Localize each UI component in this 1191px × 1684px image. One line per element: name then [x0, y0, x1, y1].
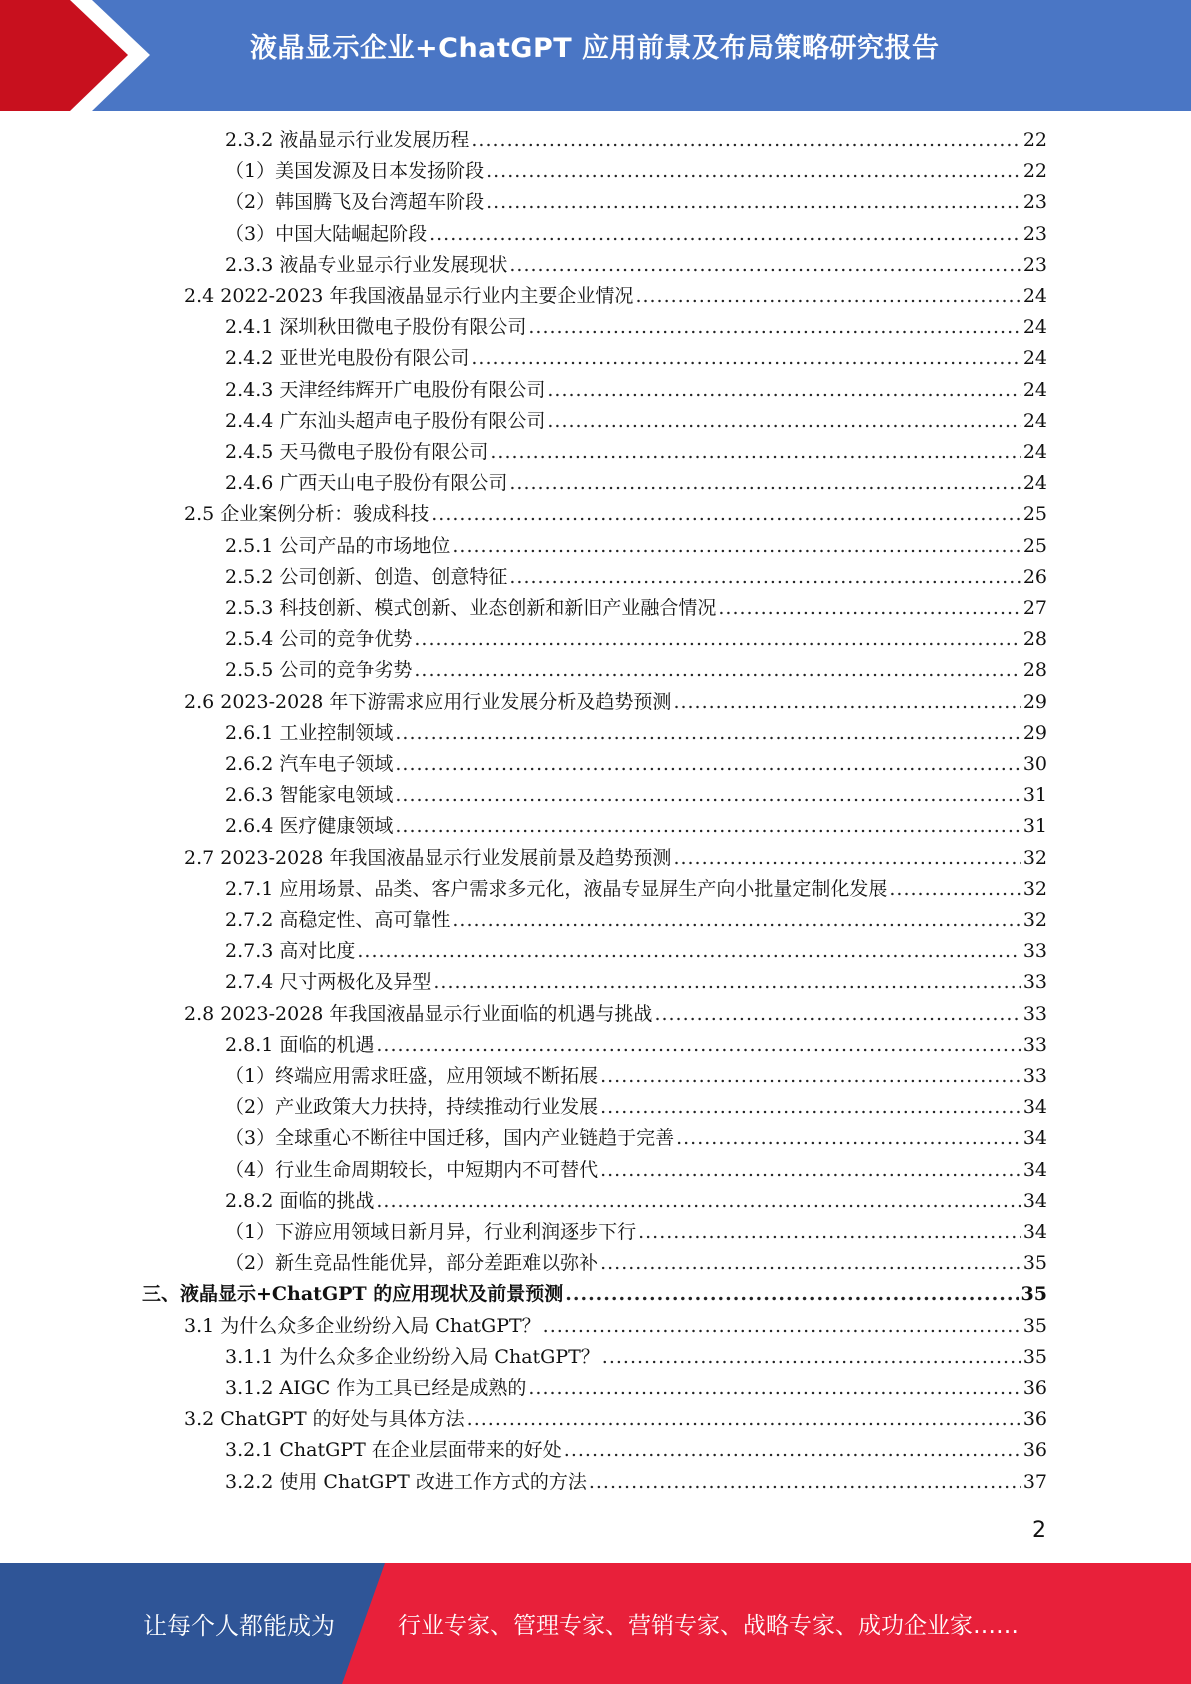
toc-entry-title: 2.4.2 亚世光电股份有限公司	[225, 347, 470, 370]
report-title: 液晶显示企业+ChatGPT 应用前景及布局策略研究报告	[250, 33, 940, 64]
toc-entry[interactable]	[225, 751, 1047, 777]
toc-entry-page: 33	[1022, 940, 1047, 963]
toc-entry[interactable]	[225, 345, 1047, 371]
toc-entry-page: 34	[1022, 1127, 1047, 1150]
toc-leader-dots	[654, 1001, 1020, 1027]
toc-entry-title: 2.7.4 尺寸两极化及异型	[225, 971, 432, 994]
toc-entry[interactable]	[225, 408, 1047, 434]
toc-entry-title: 2.6.1 工业控制领域	[225, 721, 394, 744]
toc-entry-page: 29	[1022, 690, 1047, 713]
toc-entry-title: 2.6.4 医疗健康领域	[225, 815, 394, 838]
toc-entry-page: 24	[1022, 378, 1047, 401]
toc-entry[interactable]	[225, 657, 1047, 683]
toc-leader-dots	[673, 845, 1020, 871]
toc-entry[interactable]	[184, 1001, 1047, 1027]
toc-leader-dots	[638, 1219, 1021, 1245]
toc-entry-page: 35	[1022, 1252, 1047, 1275]
toc-entry[interactable]	[225, 876, 1047, 902]
toc-entry-title: 2.6.2 汽车电子领域	[225, 753, 394, 775]
toc-entry[interactable]	[225, 189, 1047, 215]
toc-entry[interactable]	[225, 813, 1047, 839]
toc-leader-dots	[433, 969, 1020, 995]
toc-entry-page: 33	[1022, 1033, 1047, 1056]
toc-entry-title: 2.3.3 液晶专业显示行业发展现状	[225, 253, 508, 276]
toc-leader-dots	[673, 689, 1020, 715]
toc-entry[interactable]	[225, 782, 1047, 808]
toc-entry-page: 35	[1020, 1283, 1047, 1306]
toc-leader-dots	[395, 720, 1020, 746]
toc-entry-title: （2）产业政策大力扶持，持续推动行业发展	[225, 1096, 599, 1119]
toc-entry-title: 2.7 2023-2028 年我国液晶显示行业发展前景及趋势预测	[184, 846, 672, 869]
toc-entry-page: 34	[1022, 1189, 1047, 1212]
toc-leader-dots	[509, 470, 1020, 496]
toc-entry[interactable]	[184, 501, 1047, 527]
toc-entry-page: 32	[1022, 877, 1047, 900]
toc-leader-dots	[528, 314, 1020, 340]
toc-entry-title: 2.4.4 广东汕头超声电子股份有限公司	[225, 409, 546, 432]
toc-entry-title: （2）韩国腾飞及台湾超车阶段	[225, 191, 485, 214]
footer-slogan-right: 行业专家、管理专家、营销专家、战略专家、成功企业家……	[398, 1613, 1019, 1639]
toc-entry-page: 24	[1022, 441, 1047, 463]
toc-leader-dots	[414, 657, 1020, 683]
toc-entry-title: 3.1 为什么众多企业纷纷入局 ChatGPT？	[184, 1314, 541, 1337]
toc-entry[interactable]	[184, 1406, 1047, 1432]
toc-leader-dots	[414, 626, 1020, 652]
page-footer	[0, 1563, 1191, 1684]
toc-entry-page: 23	[1022, 222, 1047, 245]
toc-entry-page: 24	[1022, 347, 1047, 370]
toc-entry[interactable]	[225, 1375, 1047, 1401]
toc-entry-title: 2.7.3 高对比度	[225, 940, 356, 963]
page-header	[0, 0, 1191, 111]
toc-entry-title: （3）中国大陆崛起阶段	[225, 222, 428, 245]
toc-entry-page: 33	[1022, 971, 1047, 994]
toc-leader-dots	[600, 1094, 1021, 1120]
toc-entry-page: 34	[1022, 1221, 1047, 1243]
toc-entry[interactable]	[184, 1313, 1047, 1339]
toc-entry-page: 36	[1022, 1439, 1047, 1462]
toc-entry-title: 2.8.2 面临的挑战	[225, 1189, 375, 1212]
toc-entry-page: 30	[1022, 753, 1047, 775]
toc-leader-dots	[600, 1063, 1021, 1089]
page-number: 2	[1032, 1518, 1046, 1543]
toc-leader-dots	[600, 1157, 1021, 1183]
toc-leader-dots	[471, 345, 1020, 371]
toc-entry-title: 2.5.3 科技创新、模式创新、业态创新和新旧产业融合情况	[225, 597, 717, 619]
toc-entry-page: 31	[1022, 815, 1047, 838]
toc-leader-dots	[509, 252, 1020, 278]
toc-leader-dots	[547, 408, 1020, 434]
toc-entry-page: 32	[1022, 909, 1047, 931]
toc-entry[interactable]	[225, 1219, 1047, 1245]
toc-entry-title: 2.3.2 液晶显示行业发展历程	[225, 129, 470, 151]
toc-entry-title: 2.4.3 天津经纬辉开广电股份有限公司	[225, 378, 546, 401]
toc-entry-title: 2.7.2 高稳定性、高可靠性	[225, 909, 451, 931]
toc-leader-dots	[395, 782, 1020, 808]
toc-leader-dots	[376, 1188, 1020, 1214]
toc-entry[interactable]	[184, 845, 1047, 871]
toc-entry-page: 26	[1022, 565, 1047, 588]
toc-entry-title: （4）行业生命周期较长，中短期内不可替代	[225, 1158, 599, 1181]
toc-entry-page: 36	[1022, 1377, 1047, 1399]
toc-entry-title: 2.6 2023-2028 年下游需求应用行业发展分析及趋势预测	[184, 690, 672, 713]
toc-entry[interactable]	[225, 720, 1047, 746]
toc-entry[interactable]	[184, 689, 1047, 715]
toc-entry[interactable]	[225, 158, 1047, 184]
toc-entry-page: 24	[1022, 409, 1047, 432]
toc-entry-page: 22	[1022, 129, 1047, 151]
toc-leader-dots	[452, 907, 1020, 933]
toc-entry-title: 2.5 企业案例分析：骏成科技	[184, 503, 430, 526]
toc-entry[interactable]	[225, 439, 1047, 465]
toc-entry-page: 36	[1022, 1408, 1047, 1431]
toc-entry-page: 29	[1022, 721, 1047, 744]
toc-entry-page: 33	[1022, 1065, 1047, 1087]
toc-entry-title: 3.2.2 使用 ChatGPT 改进工作方式的方法	[225, 1470, 587, 1493]
toc-entry-title: 2.4 2022-2023 年我国液晶显示行业内主要企业情况	[184, 285, 634, 307]
toc-entry[interactable]	[225, 533, 1047, 559]
toc-entry-page: 35	[1022, 1345, 1047, 1368]
toc-entry[interactable]	[225, 1469, 1047, 1495]
toc-entry-title: 3.2.1 ChatGPT 在企业层面带来的好处	[225, 1439, 562, 1462]
toc-entry-page: 34	[1022, 1096, 1047, 1119]
toc-entry-page: 23	[1022, 253, 1047, 276]
toc-leader-dots	[376, 1032, 1020, 1058]
toc-leader-dots	[589, 1469, 1021, 1495]
toc-entry[interactable]	[184, 283, 1047, 309]
toc-entry[interactable]	[225, 470, 1047, 496]
toc-leader-dots	[565, 1281, 1018, 1307]
toc-entry-title: （1）终端应用需求旺盛，应用领域不断拓展	[225, 1065, 599, 1087]
toc-entry-title: 2.4.5 天马微电子股份有限公司	[225, 441, 489, 463]
toc-entry[interactable]	[225, 1188, 1047, 1214]
toc-entry-title: 3.1.1 为什么众多企业纷纷入局 ChatGPT？	[225, 1345, 600, 1368]
toc-entry[interactable]	[225, 626, 1047, 652]
toc-leader-dots	[429, 221, 1021, 247]
toc-entry[interactable]	[225, 221, 1047, 247]
toc-entry[interactable]	[225, 1032, 1047, 1058]
toc-entry-title: 三、液晶显示+ChatGPT 的应用现状及前景预测	[142, 1283, 564, 1306]
toc-leader-dots	[543, 1313, 1021, 1339]
toc-leader-dots	[889, 876, 1020, 902]
toc-entry-page: 28	[1022, 628, 1047, 651]
toc-entry-page: 24	[1022, 316, 1047, 339]
toc-entry-title: 2.8.1 面临的机遇	[225, 1033, 375, 1056]
toc-entry-title: 3.2 ChatGPT 的好处与具体方法	[184, 1408, 465, 1431]
toc-entry-title: （2）新生竞品性能优异，部分差距难以弥补	[225, 1252, 599, 1275]
toc-leader-dots	[452, 533, 1020, 559]
toc-entry[interactable]	[225, 1344, 1047, 1370]
toc-entry-title: 2.5.5 公司的竞争劣势	[225, 659, 413, 682]
toc-entry[interactable]	[225, 969, 1047, 995]
toc-leader-dots	[490, 439, 1020, 465]
toc-entry[interactable]	[142, 1281, 1047, 1307]
toc-entry-title: 2.5.1 公司产品的市场地位	[225, 534, 451, 557]
toc-entry-page: 24	[1022, 285, 1047, 307]
toc-entry-page: 22	[1022, 160, 1047, 183]
toc-leader-dots	[600, 1250, 1021, 1276]
toc-leader-dots	[635, 283, 1020, 309]
toc-entry-page: 32	[1022, 846, 1047, 869]
toc-entry-title: 3.1.2 AIGC 作为工具已经是成熟的	[225, 1377, 527, 1399]
toc-entry-title: 2.4.6 广西天山电子股份有限公司	[225, 472, 508, 495]
toc-leader-dots	[547, 377, 1020, 403]
toc-entry[interactable]	[225, 1437, 1047, 1463]
toc-entry-page: 24	[1022, 472, 1047, 495]
toc-entry-title: 2.7.1 应用场景、品类、客户需求多元化，液晶专显屏生产向小批量定制化发展	[225, 877, 888, 900]
toc-leader-dots	[431, 501, 1021, 527]
toc-entry[interactable]	[225, 938, 1047, 964]
toc-entry-title: 2.5.4 公司的竞争优势	[225, 628, 413, 651]
toc-entry[interactable]	[225, 314, 1047, 340]
toc-leader-dots	[602, 1344, 1021, 1370]
toc-entry[interactable]	[225, 907, 1047, 933]
toc-entry-page: 37	[1022, 1470, 1047, 1493]
toc-leader-dots	[467, 1406, 1021, 1432]
toc-entry-page: 25	[1022, 534, 1047, 557]
toc-entry[interactable]	[225, 1125, 1047, 1151]
toc-entry-title: 2.8 2023-2028 年我国液晶显示行业面临的机遇与挑战	[184, 1002, 653, 1025]
toc-entry[interactable]	[225, 127, 1047, 153]
toc-entry[interactable]	[225, 1094, 1047, 1120]
toc-entry-page: 25	[1022, 503, 1047, 526]
toc-entry[interactable]	[225, 377, 1047, 403]
toc-leader-dots	[564, 1437, 1021, 1463]
toc-entry[interactable]	[225, 1063, 1047, 1089]
toc-leader-dots	[357, 938, 1020, 964]
toc-entry-page: 35	[1022, 1314, 1047, 1337]
toc-leader-dots	[471, 127, 1020, 153]
toc-entry[interactable]	[225, 564, 1047, 590]
toc-entry-title: （3）全球重心不断往中国迁移，国内产业链趋于完善	[225, 1127, 675, 1150]
toc-entry-title: （1）美国发源及日本发扬阶段	[225, 160, 485, 183]
toc-entry-page: 31	[1022, 784, 1047, 807]
toc-entry-page: 28	[1022, 659, 1047, 682]
toc-entry[interactable]	[225, 595, 1047, 621]
toc-entry-page: 23	[1022, 191, 1047, 214]
toc-leader-dots	[528, 1375, 1020, 1401]
footer-slogan-left: 让每个人都能成为	[143, 1612, 335, 1640]
toc-entry-title: （1）下游应用领域日新月异，行业利润逐步下行	[225, 1221, 637, 1243]
toc-entry[interactable]	[225, 1157, 1047, 1183]
toc-leader-dots	[486, 189, 1021, 215]
toc-entry-title: 2.6.3 智能家电领域	[225, 784, 394, 807]
toc-leader-dots	[676, 1125, 1021, 1151]
toc-leader-dots	[486, 158, 1021, 184]
toc-leader-dots	[395, 813, 1020, 839]
toc-leader-dots	[718, 595, 1020, 621]
toc-entry-page: 33	[1022, 1002, 1047, 1025]
toc-entry-title: 2.5.2 公司创新、创造、创意特征	[225, 565, 508, 588]
toc-entry-page: 34	[1022, 1158, 1047, 1181]
toc-entry[interactable]	[225, 252, 1047, 278]
toc-leader-dots	[509, 564, 1020, 590]
toc-entry[interactable]	[225, 1250, 1047, 1276]
toc-entry-page: 27	[1022, 597, 1047, 619]
toc-entry-title: 2.4.1 深圳秋田微电子股份有限公司	[225, 316, 527, 339]
toc-leader-dots	[395, 751, 1020, 777]
